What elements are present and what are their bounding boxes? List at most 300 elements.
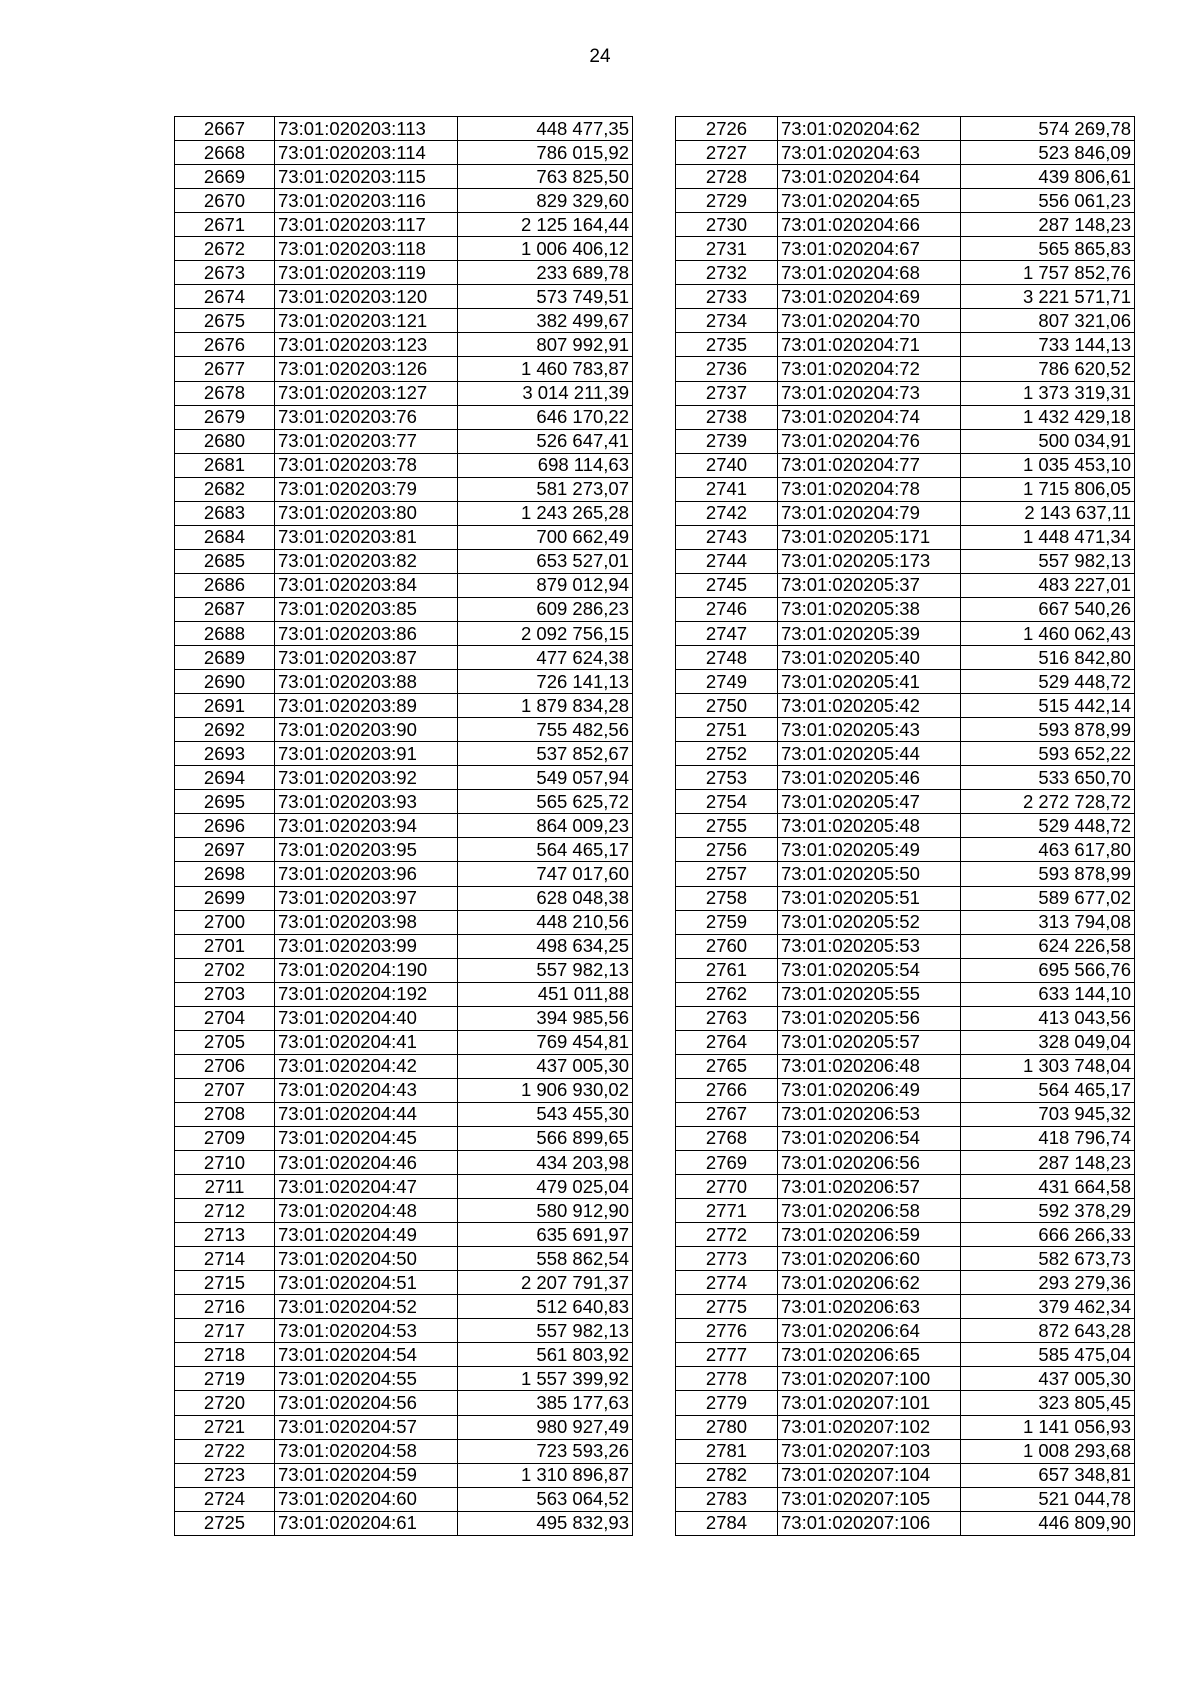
- row-number-cell: 2722: [175, 1439, 275, 1463]
- table-row: [676, 381, 1135, 405]
- row-number-cell: 2746: [676, 597, 778, 621]
- cadastral-number-cell: 73:01:020204:61: [275, 1511, 458, 1535]
- cadastral-number-cell: 73:01:020204:57: [275, 1415, 458, 1439]
- cadastral-number-cell: 73:01:020207:100: [778, 1367, 961, 1391]
- cadastral-number-cell: 73:01:020205:171: [778, 525, 961, 549]
- cadastral-number-cell: 73:01:020203:85: [275, 597, 458, 621]
- table-row: [676, 1295, 1135, 1319]
- value-cell: 1 460 062,43: [961, 621, 1135, 645]
- table-row: [676, 525, 1135, 549]
- row-number-cell: 2750: [676, 694, 778, 718]
- table-row: [676, 1151, 1135, 1175]
- table-row: [676, 141, 1135, 165]
- table-row: [175, 621, 633, 645]
- row-number-cell: 2744: [676, 549, 778, 573]
- cadastral-number-cell: 73:01:020205:39: [778, 621, 961, 645]
- cadastral-number-cell: 73:01:020203:120: [275, 285, 458, 309]
- table-row: [676, 982, 1135, 1006]
- table-row: [175, 501, 633, 525]
- row-number-cell: 2696: [175, 814, 275, 838]
- row-number-cell: 2752: [676, 742, 778, 766]
- row-number-cell: 2774: [676, 1271, 778, 1295]
- table-row: [676, 1343, 1135, 1367]
- row-number-cell: 2707: [175, 1078, 275, 1102]
- value-cell: 477 624,38: [458, 646, 633, 670]
- row-number-cell: 2702: [175, 958, 275, 982]
- table-row: [676, 1199, 1135, 1223]
- cadastral-number-cell: 73:01:020205:53: [778, 934, 961, 958]
- row-number-cell: 2671: [175, 213, 275, 237]
- table-row: [175, 910, 633, 934]
- cadastral-number-cell: 73:01:020204:52: [275, 1295, 458, 1319]
- table-row: [676, 1511, 1135, 1535]
- row-number-cell: 2776: [676, 1319, 778, 1343]
- value-cell: 566 899,65: [458, 1126, 633, 1150]
- row-number-cell: 2667: [175, 117, 275, 141]
- value-cell: 512 640,83: [458, 1295, 633, 1319]
- value-cell: 2 207 791,37: [458, 1271, 633, 1295]
- table-row: [175, 1367, 633, 1391]
- value-cell: 646 170,22: [458, 405, 633, 429]
- row-number-cell: 2729: [676, 189, 778, 213]
- row-number-cell: 2754: [676, 790, 778, 814]
- table-row: [175, 573, 633, 597]
- table-row: [175, 453, 633, 477]
- table-row: [676, 189, 1135, 213]
- value-cell: 635 691,97: [458, 1223, 633, 1247]
- value-cell: 479 025,04: [458, 1175, 633, 1199]
- table-row: [676, 453, 1135, 477]
- table-row: [175, 1391, 633, 1415]
- value-cell: 434 203,98: [458, 1151, 633, 1175]
- row-number-cell: 2740: [676, 453, 778, 477]
- value-cell: 872 643,28: [961, 1319, 1135, 1343]
- table-row: [676, 1367, 1135, 1391]
- row-number-cell: 2779: [676, 1391, 778, 1415]
- table-row: [175, 261, 633, 285]
- cadastral-number-cell: 73:01:020207:101: [778, 1391, 961, 1415]
- table-row: [175, 429, 633, 453]
- cadastral-number-cell: 73:01:020203:95: [275, 838, 458, 862]
- cadastral-number-cell: 73:01:020204:79: [778, 501, 961, 525]
- table-row: [676, 549, 1135, 573]
- value-cell: 807 992,91: [458, 333, 633, 357]
- row-number-cell: 2716: [175, 1295, 275, 1319]
- value-cell: 786 015,92: [458, 141, 633, 165]
- value-cell: 1 310 896,87: [458, 1463, 633, 1487]
- row-number-cell: 2756: [676, 838, 778, 862]
- row-number-cell: 2715: [175, 1271, 275, 1295]
- cadastral-number-cell: 73:01:020203:91: [275, 742, 458, 766]
- value-cell: 703 945,32: [961, 1102, 1135, 1126]
- table-row: [676, 1175, 1135, 1199]
- cadastral-number-cell: 73:01:020203:123: [275, 333, 458, 357]
- value-cell: 515 442,14: [961, 694, 1135, 718]
- cadastral-number-cell: 73:01:020207:103: [778, 1439, 961, 1463]
- cadastral-number-cell: 73:01:020205:42: [778, 694, 961, 718]
- value-cell: 879 012,94: [458, 573, 633, 597]
- row-number-cell: 2721: [175, 1415, 275, 1439]
- row-number-cell: 2711: [175, 1175, 275, 1199]
- value-cell: 498 634,25: [458, 934, 633, 958]
- cadastral-number-cell: 73:01:020206:63: [778, 1295, 961, 1319]
- cadastral-number-cell: 73:01:020207:106: [778, 1511, 961, 1535]
- row-number-cell: 2675: [175, 309, 275, 333]
- row-number-cell: 2691: [175, 694, 275, 718]
- value-cell: 657 348,81: [961, 1463, 1135, 1487]
- table-row: [676, 429, 1135, 453]
- row-number-cell: 2688: [175, 621, 275, 645]
- table-row: [175, 1343, 633, 1367]
- cadastral-number-cell: 73:01:020206:57: [778, 1175, 961, 1199]
- value-cell: 1 008 293,68: [961, 1439, 1135, 1463]
- cadastral-number-cell: 73:01:020204:71: [778, 333, 961, 357]
- table-row: [175, 357, 633, 381]
- row-number-cell: 2694: [175, 766, 275, 790]
- table-row: [676, 1271, 1135, 1295]
- table-row: [175, 477, 633, 501]
- row-number-cell: 2714: [175, 1247, 275, 1271]
- value-cell: 523 846,09: [961, 141, 1135, 165]
- table-row: [676, 1054, 1135, 1078]
- cadastral-number-cell: 73:01:020203:98: [275, 910, 458, 934]
- table-row: [676, 1463, 1135, 1487]
- row-number-cell: 2730: [676, 213, 778, 237]
- row-number-cell: 2739: [676, 429, 778, 453]
- table-row: [175, 838, 633, 862]
- value-cell: 437 005,30: [961, 1367, 1135, 1391]
- table-row: [175, 405, 633, 429]
- cadastral-number-cell: 73:01:020204:53: [275, 1319, 458, 1343]
- cadastral-number-cell: 73:01:020204:192: [275, 982, 458, 1006]
- value-cell: 558 862,54: [458, 1247, 633, 1271]
- cadastral-number-cell: 73:01:020204:76: [778, 429, 961, 453]
- row-number-cell: 2700: [175, 910, 275, 934]
- table-row: [676, 742, 1135, 766]
- cadastral-number-cell: 73:01:020204:44: [275, 1102, 458, 1126]
- table-row: [175, 1247, 633, 1271]
- value-cell: 431 664,58: [961, 1175, 1135, 1199]
- value-cell: 769 454,81: [458, 1030, 633, 1054]
- cadastral-number-cell: 73:01:020203:117: [275, 213, 458, 237]
- table-row: [676, 1102, 1135, 1126]
- table-row: [676, 261, 1135, 285]
- row-number-cell: 2668: [175, 141, 275, 165]
- value-cell: 2 092 756,15: [458, 621, 633, 645]
- cadastral-number-cell: 73:01:020203:96: [275, 862, 458, 886]
- row-number-cell: 2687: [175, 597, 275, 621]
- value-cell: 592 378,29: [961, 1199, 1135, 1223]
- value-cell: 563 064,52: [458, 1487, 633, 1511]
- value-cell: 1 373 319,31: [961, 381, 1135, 405]
- value-cell: 537 852,67: [458, 742, 633, 766]
- row-number-cell: 2738: [676, 405, 778, 429]
- value-cell: 1 303 748,04: [961, 1054, 1135, 1078]
- value-cell: 695 566,76: [961, 958, 1135, 982]
- cadastral-number-cell: 73:01:020206:49: [778, 1078, 961, 1102]
- row-number-cell: 2681: [175, 453, 275, 477]
- cadastral-number-cell: 73:01:020207:102: [778, 1415, 961, 1439]
- value-cell: 593 878,99: [961, 718, 1135, 742]
- value-cell: 451 011,88: [458, 982, 633, 1006]
- row-number-cell: 2751: [676, 718, 778, 742]
- value-cell: 733 144,13: [961, 333, 1135, 357]
- cadastral-number-cell: 73:01:020203:88: [275, 670, 458, 694]
- cadastral-number-cell: 73:01:020206:54: [778, 1126, 961, 1150]
- cadastral-number-cell: 73:01:020206:64: [778, 1319, 961, 1343]
- value-cell: 747 017,60: [458, 862, 633, 886]
- table-row: [175, 1271, 633, 1295]
- value-cell: 448 210,56: [458, 910, 633, 934]
- row-number-cell: 2708: [175, 1102, 275, 1126]
- cadastral-number-cell: 73:01:020203:116: [275, 189, 458, 213]
- row-number-cell: 2762: [676, 982, 778, 1006]
- value-cell: 379 462,34: [961, 1295, 1135, 1319]
- table-row: [175, 237, 633, 261]
- value-cell: 287 148,23: [961, 213, 1135, 237]
- value-cell: 564 465,17: [961, 1078, 1135, 1102]
- row-number-cell: 2697: [175, 838, 275, 862]
- cadastral-number-cell: 73:01:020206:59: [778, 1223, 961, 1247]
- table-row: [175, 285, 633, 309]
- left-table: [174, 116, 633, 1536]
- value-cell: 653 527,01: [458, 549, 633, 573]
- cadastral-number-cell: 73:01:020203:118: [275, 237, 458, 261]
- cadastral-number-cell: 73:01:020203:127: [275, 381, 458, 405]
- cadastral-number-cell: 73:01:020205:43: [778, 718, 961, 742]
- value-cell: 755 482,56: [458, 718, 633, 742]
- table-row: [676, 814, 1135, 838]
- row-number-cell: 2753: [676, 766, 778, 790]
- value-cell: 495 832,93: [458, 1511, 633, 1535]
- row-number-cell: 2763: [676, 1006, 778, 1030]
- value-cell: 829 329,60: [458, 189, 633, 213]
- cadastral-number-cell: 73:01:020203:89: [275, 694, 458, 718]
- row-number-cell: 2709: [175, 1126, 275, 1150]
- value-cell: 463 617,80: [961, 838, 1135, 862]
- row-number-cell: 2735: [676, 333, 778, 357]
- value-cell: 807 321,06: [961, 309, 1135, 333]
- value-cell: 864 009,23: [458, 814, 633, 838]
- row-number-cell: 2723: [175, 1463, 275, 1487]
- cadastral-number-cell: 73:01:020203:77: [275, 429, 458, 453]
- table-row: [676, 1439, 1135, 1463]
- table-row: [676, 597, 1135, 621]
- table-row: [676, 910, 1135, 934]
- value-cell: 521 044,78: [961, 1487, 1135, 1511]
- table-row: [676, 766, 1135, 790]
- cadastral-number-cell: 73:01:020206:56: [778, 1151, 961, 1175]
- cadastral-number-cell: 73:01:020203:126: [275, 357, 458, 381]
- table-row: [175, 213, 633, 237]
- row-number-cell: 2670: [175, 189, 275, 213]
- row-number-cell: 2725: [175, 1511, 275, 1535]
- cadastral-number-cell: 73:01:020205:41: [778, 670, 961, 694]
- cadastral-number-cell: 73:01:020206:65: [778, 1343, 961, 1367]
- cadastral-number-cell: 73:01:020204:54: [275, 1343, 458, 1367]
- row-number-cell: 2772: [676, 1223, 778, 1247]
- value-cell: 382 499,67: [458, 309, 633, 333]
- table-row: [676, 237, 1135, 261]
- row-number-cell: 2683: [175, 501, 275, 525]
- value-cell: 666 266,33: [961, 1223, 1135, 1247]
- table-row: [175, 862, 633, 886]
- table-row: [676, 790, 1135, 814]
- table-row: [676, 718, 1135, 742]
- table-row: [676, 1006, 1135, 1030]
- table-row: [676, 646, 1135, 670]
- row-number-cell: 2676: [175, 333, 275, 357]
- row-number-cell: 2695: [175, 790, 275, 814]
- row-number-cell: 2699: [175, 886, 275, 910]
- value-cell: 328 049,04: [961, 1030, 1135, 1054]
- table-row: [175, 1439, 633, 1463]
- value-cell: 1 141 056,93: [961, 1415, 1135, 1439]
- row-number-cell: 2737: [676, 381, 778, 405]
- row-number-cell: 2736: [676, 357, 778, 381]
- value-cell: 2 125 164,44: [458, 213, 633, 237]
- table-row: [676, 862, 1135, 886]
- row-number-cell: 2710: [175, 1151, 275, 1175]
- table-row: [175, 525, 633, 549]
- table-row: [175, 1102, 633, 1126]
- table-row: [676, 1391, 1135, 1415]
- row-number-cell: 2745: [676, 573, 778, 597]
- table-row: [676, 285, 1135, 309]
- cadastral-number-cell: 73:01:020203:86: [275, 621, 458, 645]
- row-number-cell: 2717: [175, 1319, 275, 1343]
- table-row: [676, 1487, 1135, 1511]
- table-row: [676, 694, 1135, 718]
- cadastral-number-cell: 73:01:020206:62: [778, 1271, 961, 1295]
- table-row: [676, 934, 1135, 958]
- cadastral-number-cell: 73:01:020204:48: [275, 1199, 458, 1223]
- row-number-cell: 2673: [175, 261, 275, 285]
- cadastral-number-cell: 73:01:020203:80: [275, 501, 458, 525]
- row-number-cell: 2693: [175, 742, 275, 766]
- value-cell: 763 825,50: [458, 165, 633, 189]
- cadastral-number-cell: 73:01:020205:51: [778, 886, 961, 910]
- row-number-cell: 2674: [175, 285, 275, 309]
- value-cell: 483 227,01: [961, 573, 1135, 597]
- table-row: [676, 117, 1135, 141]
- row-number-cell: 2748: [676, 646, 778, 670]
- value-cell: 565 865,83: [961, 237, 1135, 261]
- value-cell: 529 448,72: [961, 670, 1135, 694]
- cadastral-number-cell: 73:01:020204:73: [778, 381, 961, 405]
- row-number-cell: 2705: [175, 1030, 275, 1054]
- table-row: [676, 670, 1135, 694]
- row-number-cell: 2672: [175, 237, 275, 261]
- table-row: [175, 1030, 633, 1054]
- row-number-cell: 2685: [175, 549, 275, 573]
- table-row: [676, 838, 1135, 862]
- table-row: [175, 1511, 633, 1535]
- cadastral-number-cell: 73:01:020203:115: [275, 165, 458, 189]
- row-number-cell: 2775: [676, 1295, 778, 1319]
- value-cell: 394 985,56: [458, 1006, 633, 1030]
- value-cell: 529 448,72: [961, 814, 1135, 838]
- table-row: [175, 141, 633, 165]
- table-row: [175, 766, 633, 790]
- row-number-cell: 2781: [676, 1439, 778, 1463]
- value-cell: 323 805,45: [961, 1391, 1135, 1415]
- cadastral-number-cell: 73:01:020204:55: [275, 1367, 458, 1391]
- table-row: [175, 1054, 633, 1078]
- table-row: [175, 1223, 633, 1247]
- cadastral-number-cell: 73:01:020204:70: [778, 309, 961, 333]
- cadastral-number-cell: 73:01:020204:78: [778, 477, 961, 501]
- table-row: [676, 165, 1135, 189]
- cadastral-number-cell: 73:01:020205:38: [778, 597, 961, 621]
- row-number-cell: 2766: [676, 1078, 778, 1102]
- row-number-cell: 2698: [175, 862, 275, 886]
- cadastral-number-cell: 73:01:020205:46: [778, 766, 961, 790]
- row-number-cell: 2703: [175, 982, 275, 1006]
- cadastral-number-cell: 73:01:020204:69: [778, 285, 961, 309]
- value-cell: 726 141,13: [458, 670, 633, 694]
- value-cell: 593 878,99: [961, 862, 1135, 886]
- value-cell: 1 557 399,92: [458, 1367, 633, 1391]
- row-number-cell: 2764: [676, 1030, 778, 1054]
- value-cell: 557 982,13: [458, 958, 633, 982]
- table-row: [676, 333, 1135, 357]
- value-cell: 1 757 852,76: [961, 261, 1135, 285]
- row-number-cell: 2749: [676, 670, 778, 694]
- cadastral-number-cell: 73:01:020204:67: [778, 237, 961, 261]
- table-row: [676, 958, 1135, 982]
- value-cell: 439 806,61: [961, 165, 1135, 189]
- row-number-cell: 2733: [676, 285, 778, 309]
- value-cell: 1 879 834,28: [458, 694, 633, 718]
- row-number-cell: 2747: [676, 621, 778, 645]
- value-cell: 609 286,23: [458, 597, 633, 621]
- cadastral-number-cell: 73:01:020205:173: [778, 549, 961, 573]
- table-row: [676, 501, 1135, 525]
- row-number-cell: 2757: [676, 862, 778, 886]
- table-row: [175, 886, 633, 910]
- value-cell: 667 540,26: [961, 597, 1135, 621]
- value-cell: 313 794,08: [961, 910, 1135, 934]
- row-number-cell: 2682: [175, 477, 275, 501]
- right-table: [675, 116, 1135, 1536]
- value-cell: 437 005,30: [458, 1054, 633, 1078]
- row-number-cell: 2743: [676, 525, 778, 549]
- table-row: [676, 477, 1135, 501]
- table-row: [676, 213, 1135, 237]
- row-number-cell: 2778: [676, 1367, 778, 1391]
- cadastral-number-cell: 73:01:020204:50: [275, 1247, 458, 1271]
- value-cell: 2 143 637,11: [961, 501, 1135, 525]
- cadastral-number-cell: 73:01:020203:113: [275, 117, 458, 141]
- cadastral-number-cell: 73:01:020204:65: [778, 189, 961, 213]
- cadastral-number-cell: 73:01:020204:41: [275, 1030, 458, 1054]
- value-cell: 3 014 211,39: [458, 381, 633, 405]
- cadastral-number-cell: 73:01:020206:48: [778, 1054, 961, 1078]
- cadastral-number-cell: 73:01:020203:82: [275, 549, 458, 573]
- row-number-cell: 2761: [676, 958, 778, 982]
- table-row: [175, 309, 633, 333]
- row-number-cell: 2742: [676, 501, 778, 525]
- row-number-cell: 2734: [676, 309, 778, 333]
- table-row: [676, 405, 1135, 429]
- table-row: [175, 742, 633, 766]
- value-cell: 516 842,80: [961, 646, 1135, 670]
- cadastral-number-cell: 73:01:020205:57: [778, 1030, 961, 1054]
- value-cell: 624 226,58: [961, 934, 1135, 958]
- row-number-cell: 2782: [676, 1463, 778, 1487]
- row-number-cell: 2692: [175, 718, 275, 742]
